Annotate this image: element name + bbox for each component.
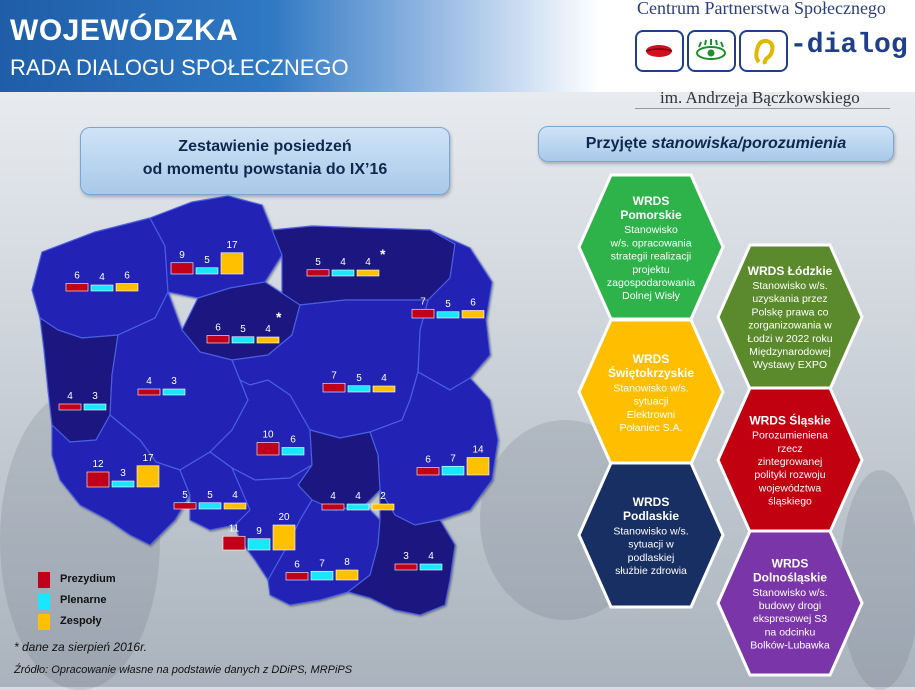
hex-line-swietokrzyskie: Stanowisko w/s. <box>613 382 689 395</box>
bar-label-wielkopolskie-prezydium: 4 <box>146 376 152 387</box>
hex-title-pomorskie: Pomorskie <box>620 207 682 222</box>
hex-title-pomorskie: WRDS <box>632 193 670 208</box>
hex-line-pomorskie: Stanowisko <box>624 224 678 237</box>
bar-label-swietokrzyskie-prezydium: 4 <box>330 491 336 502</box>
hex-line-swietokrzyskie: Elektrowni <box>626 408 676 421</box>
hex-line-slaskie: śląskiego <box>768 495 812 508</box>
bar-label-podlaskie-prezydium: 7 <box>420 296 426 308</box>
legend-swatch-prezydium <box>38 572 50 588</box>
hex-line-lodzkie: uzyskania przez <box>752 293 828 306</box>
source-note: Źródło: Opracowanie własne na podstawie danych z DDiPS, MRPiPS <box>14 664 353 676</box>
bar-label-warminsko-mazurskie-plenarne: 4 <box>340 257 346 268</box>
hex-line-dolnoslaskie: Stanowisko w/s. <box>752 586 828 599</box>
right-title-plain: Przyjęte <box>585 135 652 152</box>
bar-label-dolnoslaskie-prezydium: 12 <box>92 459 104 470</box>
bar-label-slaskie-prezydium: 11 <box>228 523 240 535</box>
bar-label-mazowieckie-prezydium: 7 <box>331 370 337 382</box>
logo-word: -dialog <box>790 30 908 61</box>
hex-line-slaskie: zintegrowanej <box>757 455 823 468</box>
map-title-line1: Zestawienie posiedzeń <box>178 138 352 155</box>
bar-label-zachodniopomorskie-prezydium: 6 <box>74 270 80 282</box>
hex-line-podlaskie: służbie zdrowia <box>615 564 687 577</box>
bar-label-lubuskie-plenarne: 3 <box>92 391 98 402</box>
bar-label-zachodniopomorskie-plenarne: 4 <box>99 272 105 283</box>
hex-line-dolnoslaskie: na odcinku <box>764 626 816 639</box>
bar-label-warminsko-mazurskie-zespoly: 4 <box>365 257 371 268</box>
org-name: Centrum Partnerstwa Społecznego <box>637 0 886 18</box>
bar-label-dolnoslaskie-plenarne: 3 <box>120 468 126 479</box>
legend-swatch-plenarne <box>38 593 50 609</box>
hex-line-podlaskie: podlaskiej <box>627 551 675 564</box>
hex-line-lodzkie: Międzynarodowej <box>749 345 831 358</box>
hex-line-swietokrzyskie: Połaniec S.A. <box>619 421 683 434</box>
bar-label-lubuskie-prezydium: 4 <box>67 391 73 402</box>
legend-swatch-zespoly <box>38 614 50 630</box>
bar-label-kujawsko-pomorskie-plenarne: 5 <box>240 323 246 335</box>
hex-title-slaskie: WRDS Śląskie <box>749 413 831 428</box>
page-title: WOJEWÓDZKA <box>10 14 239 47</box>
bar-label-podkarpackie-plenarne: 4 <box>428 551 434 562</box>
hex-title-dolnoslaskie: WRDS <box>771 556 809 571</box>
hex-line-podlaskie: Stanowisko w/s. <box>613 525 689 538</box>
bar-label-kujawsko-pomorskie-prezydium: 6 <box>215 322 221 334</box>
hex-line-dolnoslaskie: ekspresowej S3 <box>752 613 828 626</box>
map-title-line2: od momentu powstania do IX’16 <box>142 161 388 178</box>
hex-title-swietokrzyskie: WRDS <box>632 351 670 366</box>
hex-title-dolnoslaskie: Dolnośląskie <box>752 570 828 585</box>
bar-label-lodzkie-plenarne: 6 <box>290 434 296 446</box>
hex-line-pomorskie: zagospodarowania <box>606 276 696 289</box>
hex-line-lodzkie: zorganizowania w <box>748 319 832 332</box>
hex-title-swietokrzyskie: Świętokrzyskie <box>607 366 695 381</box>
hex-line-pomorskie: projektu <box>632 263 670 276</box>
bar-label-pomorskie-prezydium: 9 <box>179 249 185 261</box>
hex-line-pomorskie: Dolnej Wisły <box>622 290 680 303</box>
legend-label-prezydium: Prezydium <box>60 573 116 585</box>
bar-label-warminsko-mazurskie-prezydium: 5 <box>315 256 321 268</box>
bar-label-wielkopolskie-plenarne: 3 <box>171 376 177 387</box>
bar-label-slaskie-plenarne: 9 <box>256 525 262 537</box>
hex-line-slaskie: polityki rozwoju <box>754 469 826 482</box>
org-patron: im. Andrzeja Bączkowskiego <box>660 88 860 107</box>
hex-line-dolnoslaskie: Bolków-Lubawka <box>750 639 830 652</box>
star-note-kujawsko-pomorskie: * <box>276 309 282 325</box>
hex-line-lodzkie: Stanowisko w/s. <box>752 279 828 292</box>
bar-label-lodzkie-prezydium: 10 <box>262 429 274 441</box>
hex-title-podlaskie: WRDS <box>632 494 670 509</box>
bar-label-lubelskie-plenarne: 7 <box>450 453 456 465</box>
bar-label-mazowieckie-plenarne: 5 <box>356 372 362 384</box>
bar-label-kujawsko-pomorskie-zespoly: 4 <box>265 324 271 335</box>
hex-line-slaskie: Porozumieniena <box>752 429 828 442</box>
hex-line-swietokrzyskie: sytuacji <box>633 395 669 408</box>
bar-label-opolskie-zespoly: 4 <box>232 490 238 501</box>
hex-line-lodzkie: Polskę prawa co <box>751 306 829 319</box>
bar-label-malopolskie-zespoly: 8 <box>344 557 350 568</box>
bar-label-swietokrzyskie-zespoly: 2 <box>380 491 386 502</box>
right-title-italic: stanowiska/porozumienia <box>651 135 847 152</box>
hex-line-slaskie: rzecz <box>777 442 803 455</box>
legend-label-plenarne: Plenarne <box>60 594 107 606</box>
hex-title-lodzkie: WRDS Łódzkie <box>747 263 833 278</box>
bar-label-lubelskie-zespoly: 14 <box>472 444 484 456</box>
bar-label-swietokrzyskie-plenarne: 4 <box>355 491 361 502</box>
bar-label-pomorskie-zespoly: 17 <box>226 239 238 251</box>
bar-label-opolskie-plenarne: 5 <box>207 489 213 501</box>
bar-label-mazowieckie-zespoly: 4 <box>381 373 387 384</box>
star-note-warminsko-mazurskie: * <box>380 246 386 262</box>
hex-line-podlaskie: sytuacji w <box>628 538 674 551</box>
hex-line-lodzkie: Łodzi w 2022 roku <box>747 332 833 345</box>
bar-label-malopolskie-prezydium: 6 <box>294 559 300 571</box>
hex-line-pomorskie: w/s. opracowania <box>610 237 692 250</box>
hex-line-dolnoslaskie: budowy drogi <box>758 599 822 612</box>
hex-line-lodzkie: Wystawy EXPO <box>752 359 828 372</box>
bar-label-lubelskie-prezydium: 6 <box>425 454 431 466</box>
bar-label-podkarpackie-prezydium: 3 <box>403 551 409 562</box>
bar-label-opolskie-prezydium: 5 <box>182 489 188 501</box>
bar-label-malopolskie-plenarne: 7 <box>319 558 325 570</box>
legend-label-zespoly: Zespoły <box>60 615 102 627</box>
page-subtitle: RADA DIALOGU SPOŁECZNEGO <box>10 55 349 80</box>
bar-label-podlaskie-zespoly: 6 <box>470 297 476 309</box>
bar-label-zachodniopomorskie-zespoly: 6 <box>124 270 130 282</box>
hex-title-podlaskie: Podlaskie <box>622 509 680 524</box>
bar-label-dolnoslaskie-zespoly: 17 <box>142 452 154 464</box>
bar-label-podlaskie-plenarne: 5 <box>445 298 451 310</box>
bar-label-pomorskie-plenarne: 5 <box>204 254 210 266</box>
hex-line-pomorskie: strategii realizacji <box>610 250 692 263</box>
footnote: * dane za sierpień 2016r. <box>14 640 147 654</box>
hex-line-slaskie: województwa <box>758 482 822 495</box>
bar-label-slaskie-zespoly: 20 <box>278 512 290 523</box>
